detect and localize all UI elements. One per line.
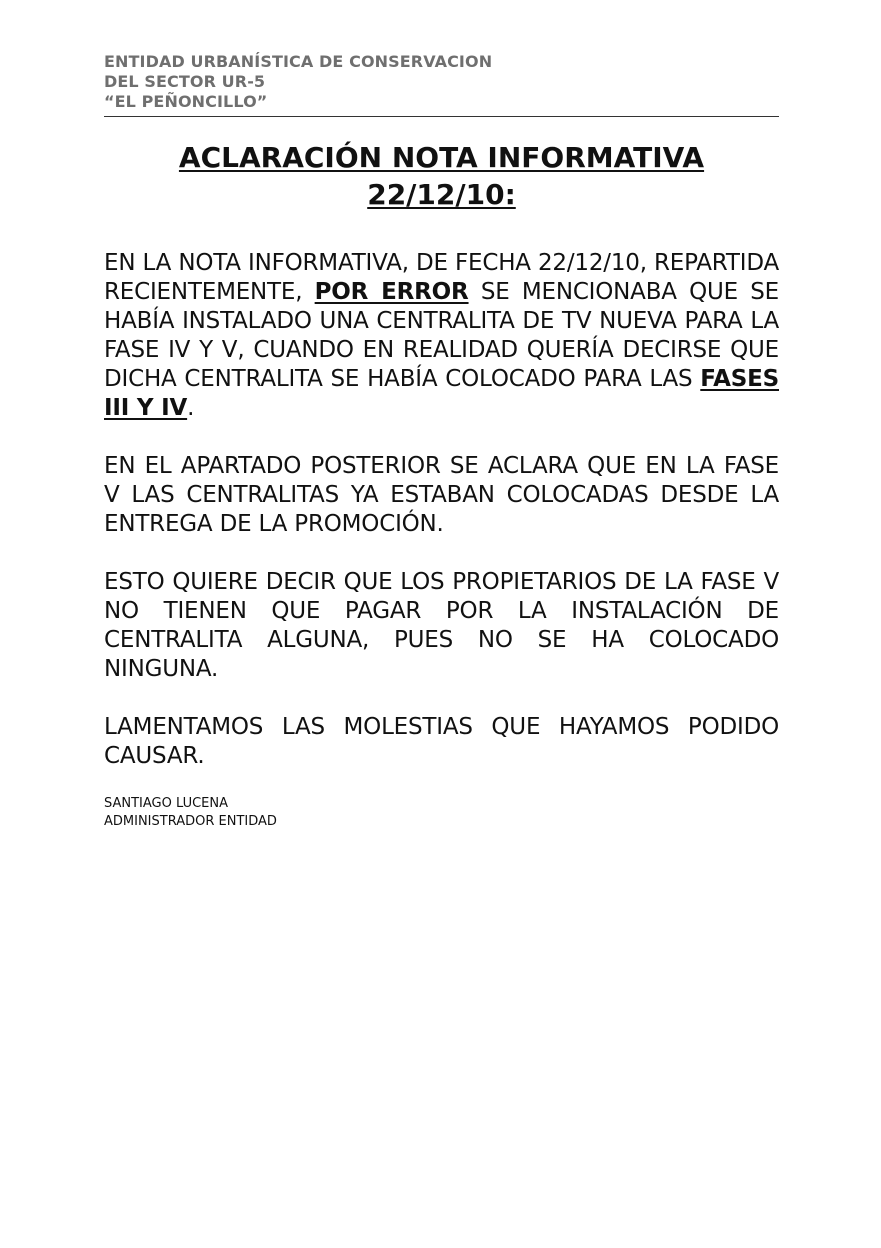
letterhead-line-3: “EL PEÑONCILLO” [104,92,268,111]
paragraph-3: ESTO QUIERE DECIR QUE LOS PROPIETARIOS DE LA FASE V NO TIENEN QUE PAGAR POR LA INSTALACIÓN DE CENTRALITA ALGUNA, PUES NO SE HA COLOCADO NINGUNA. [104,569,779,682]
paragraph-1-text-after: . [187,395,195,421]
letterhead-line-1: ENTIDAD URBANÍSTICA DE CONSERVACION [104,52,493,71]
title-line-1: ACLARACIÓN NOTA INFORMATIVA [178,141,705,174]
paragraph-1-text-before: EN LA NOTA INFORMATIVA, DE FECHA 22/12/10, REPARTIDA RECIENTEMENTE, [104,250,779,305]
document-title [104,139,779,213]
signature-name: SANTIAGO LUCENA [104,796,229,811]
paragraph-4: LAMENTAMOS LAS MOLESTIAS QUE HAYAMOS PODIDO CAUSAR. [104,714,779,769]
document-page [104,52,779,831]
signature-block [104,795,779,831]
paragraph-1-text-middle: SE MENCIONABA QUE SE HABÍA INSTALADO UNA CENTRALITA DE TV NUEVA PARA LA FASE IV Y V, CUANDO EN REALIDAD QUERÍA DECIRSE QUE DICHA CENTRALITA SE HABÍA COLOCADO PARA LAS [104,279,779,392]
paragraph-2: EN EL APARTADO POSTERIOR SE ACLARA QUE EN LA FASE V LAS CENTRALITAS YA ESTABAN COLOCADAS DESDE LA ENTREGA DE LA PROMOCIÓN. [104,453,779,537]
letterhead [104,52,779,117]
emphasis-por-error: POR ERROR [314,279,469,305]
title-line-2: 22/12/10: [367,178,516,211]
letterhead-line-2: DEL SECTOR UR-5 [104,72,266,91]
emphasis-fases: FASES III Y IV [104,366,779,421]
signature-role: ADMINISTRADOR ENTIDAD [104,814,277,829]
paragraph-1 [104,249,779,423]
